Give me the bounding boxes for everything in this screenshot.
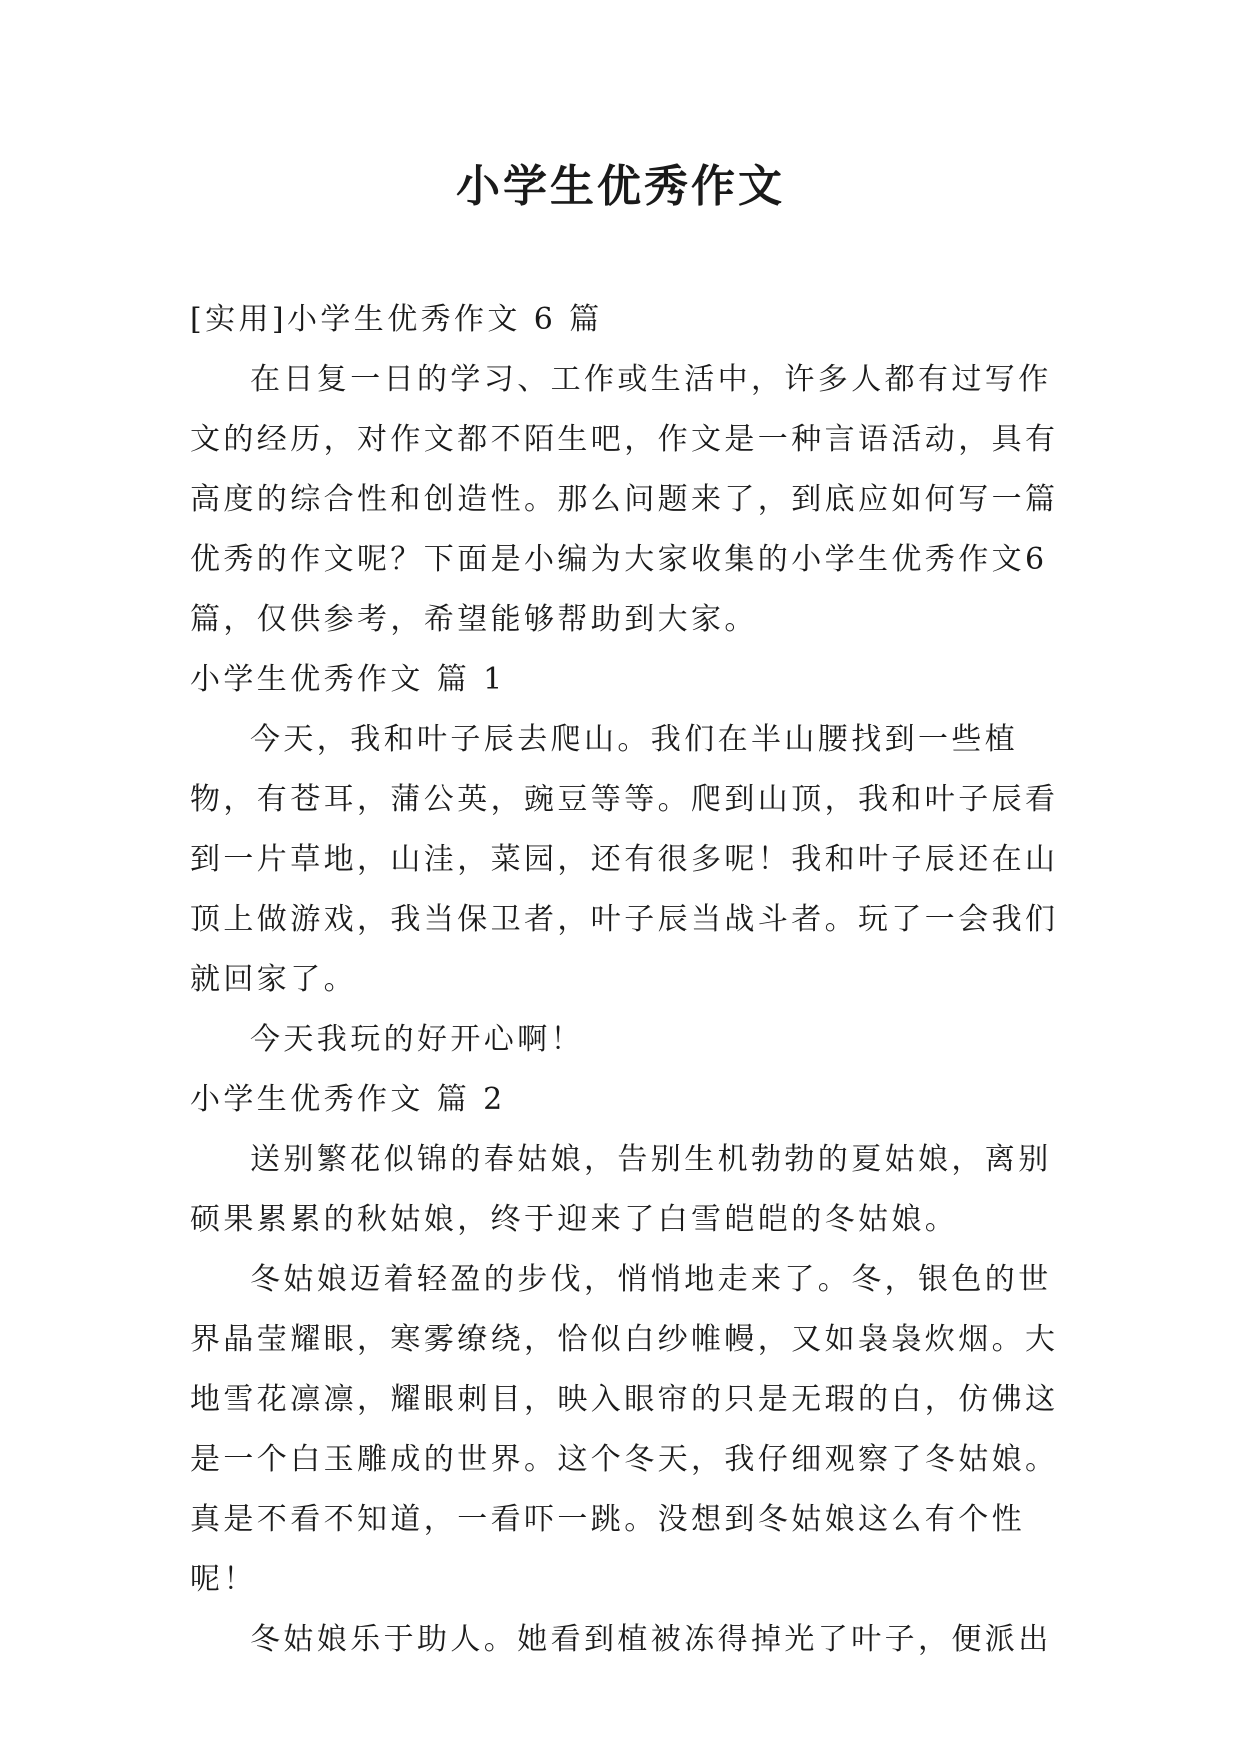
section-2-paragraph-3: 冬姑娘乐于助人。她看到植被冻得掉光了叶子，便派出 [250, 1622, 1052, 1657]
intro-paragraph: 在日复一日的学习、工作或生活中，许多人都有过写作文的经历，对作文都不陌生吧，作文是一种言语活动，具有高度的综合性和创造性。那么问题来了，到底应如何写一篇优秀的作文呢？下面是小编为大家收集的小学生优秀作文6篇，仅供参考，希望能够帮助到大家。 [190, 362, 1059, 637]
section-1-heading: 小学生优秀作文 篇 1 [190, 662, 506, 697]
section-2-heading: 小学生优秀作文 篇 2 [190, 1082, 506, 1117]
document-body [190, 290, 1060, 1670]
section-2-paragraph-1: 送别繁花似锦的春姑娘，告别生机勃勃的夏姑娘，离别硕果累累的秋姑娘，终于迎来了白雪皑皑的冬姑娘。 [190, 1142, 1052, 1237]
document-title: 小学生优秀作文 [456, 161, 785, 212]
section-2-paragraph-2: 冬姑娘迈着轻盈的步伐，悄悄地走来了。冬，银色的世界晶莹耀眼，寒雾缭绕，恰似白纱帷幔，又如袅袅炊烟。大地雪花凛凛，耀眼刺目，映入眼帘的只是无瑕的白，仿佛这是一个白玉雕成的世界。这个冬天，我仔细观察了冬姑娘。真是不看不知道，一看吓一跳。没想到冬姑娘这么有个性呢！ [190, 1262, 1059, 1597]
section-1-paragraph-2: 今天我玩的好开心啊！ [250, 1022, 584, 1057]
section-1-paragraph-1: 今天，我和叶子辰去爬山。我们在半山腰找到一些植物，有苍耳，蒲公英，豌豆等等。爬到山顶，我和叶子辰看到一片草地，山洼，菜园，还有很多呢！我和叶子辰还在山顶上做游戏，我当保卫者，叶子辰当战斗者。玩了一会我们就回家了。 [190, 722, 1059, 997]
document-subtitle: [实用]小学生优秀作文 6 篇 [190, 302, 603, 337]
